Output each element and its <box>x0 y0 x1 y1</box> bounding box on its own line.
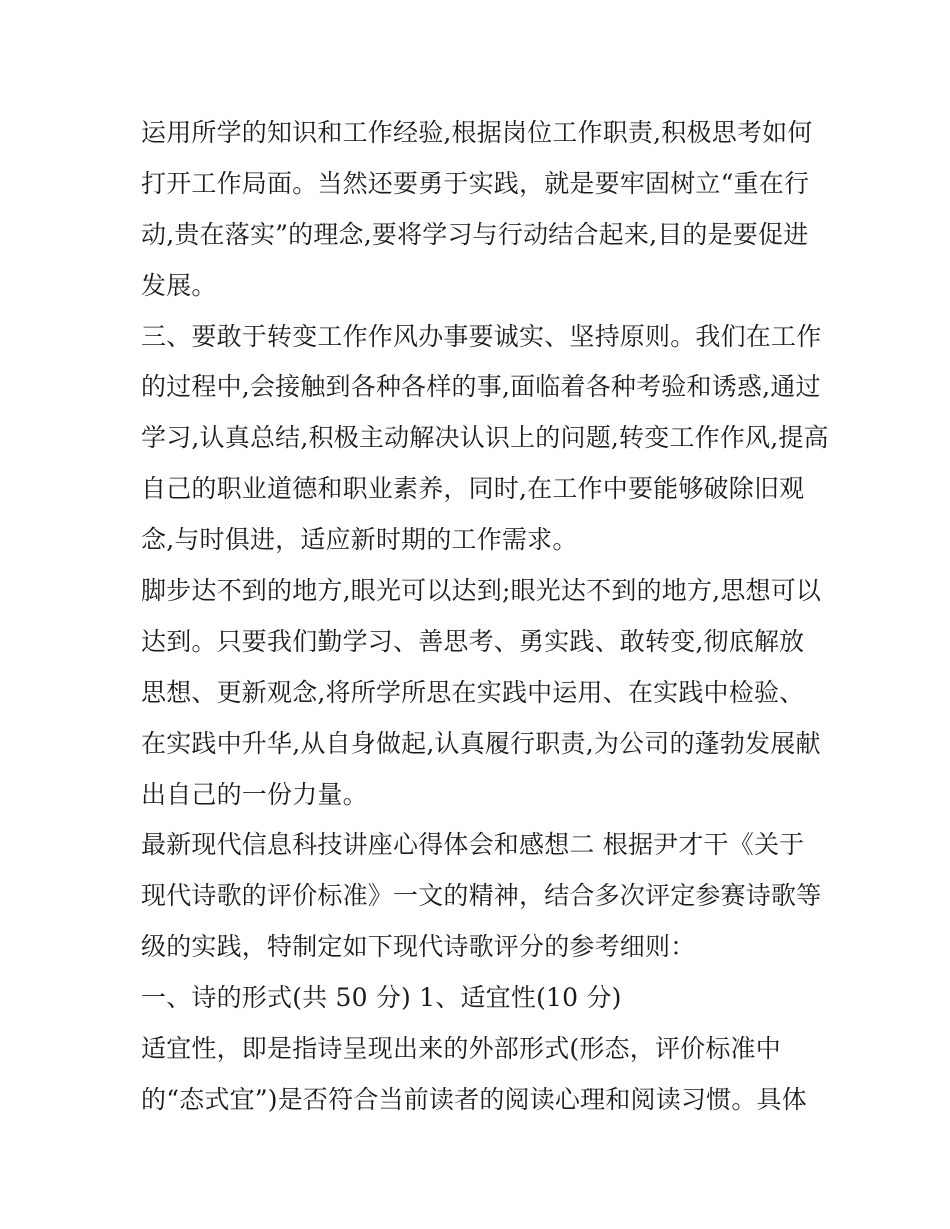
text-line: 学习,认真总结,积极主动解决认识上的问题,转变工作作风,提高 <box>141 423 829 453</box>
text-line: 最新现代信息科技讲座心得体会和感想二 根据尹才干《关于 <box>141 830 805 860</box>
text-line: 达到。只要我们勤学习、善思考、勇实践、敢转变,彻底解放 <box>141 626 805 656</box>
text-line: 在实践中升华,从自身做起,认真履行职责,为公司的蓬勃发展献 <box>141 728 821 758</box>
text-line: 现代诗歌的评价标准》一文的精神，结合多次评定参赛诗歌等 <box>141 881 822 911</box>
text-line: 出自己的一份力量。 <box>141 779 368 809</box>
text-line: 适宜性，即是指诗呈现出来的外部形式(形态，评价标准中 <box>141 1034 781 1064</box>
document-body <box>141 108 829 1126</box>
text-line: 自己的职业道德和职业素养，同时,在工作中要能够破除旧观 <box>141 474 805 504</box>
text-line: 脚步达不到的地方,眼光可以达到;眼光达不到的地方,思想可以 <box>141 576 822 606</box>
text-line: 三、要敢于转变工作作风办事要诚实、坚持原则。我们在工作 <box>141 321 822 351</box>
text-line: 的过程中,会接触到各种各样的事,面临着各种考验和诱惑,通过 <box>141 372 821 402</box>
text-line: 打开工作局面。当然还要勇于实践，就是要牢固树立“重在行 <box>141 168 810 198</box>
text-line: 动,贵在落实”的理念,要将学习与行动结合起来,目的是要促进 <box>141 219 809 249</box>
text-line: 念,与时俱进，适应新时期的工作需求。 <box>141 525 578 555</box>
text-line: 运用所学的知识和工作经验,根据岗位工作职责,积极思考如何 <box>141 118 813 147</box>
text-line: 思想、更新观念,将所学所思在实践中运用、在实践中检验、 <box>141 677 805 707</box>
text-line: 发展。 <box>141 270 217 300</box>
text-line: 一、诗的形式(共 50 分) 1、适宜性(10 分) <box>141 983 622 1013</box>
text-line: 级的实践，特制定如下现代诗歌评分的参考细则： <box>141 932 696 962</box>
text-line: 的“态式宜”)是否符合当前读者的阅读心理和阅读习惯。具体 <box>141 1084 807 1114</box>
